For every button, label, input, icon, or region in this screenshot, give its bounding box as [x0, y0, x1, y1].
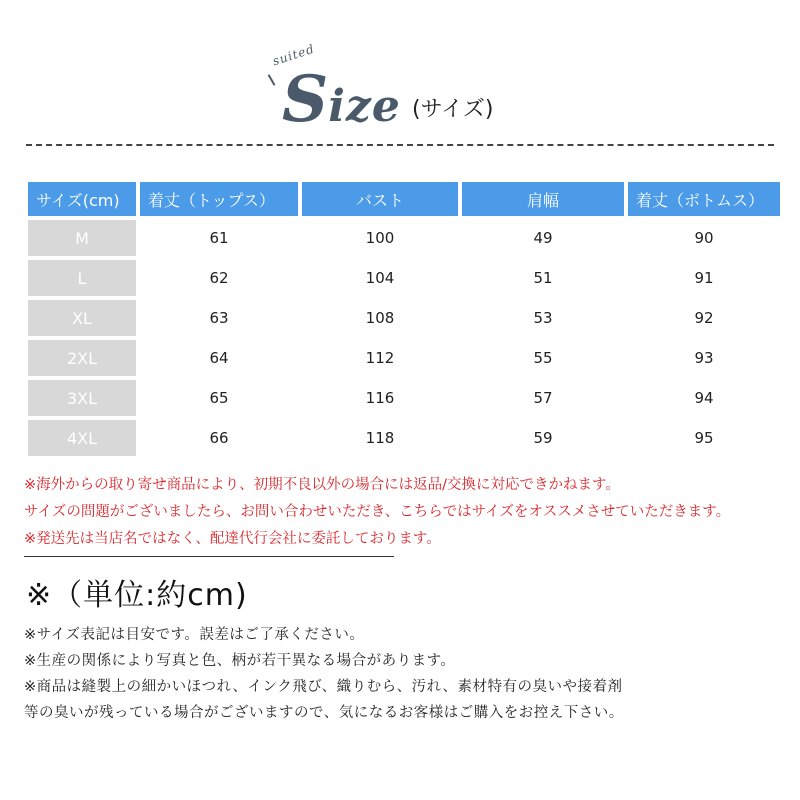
length-top-cell: 64	[209, 349, 229, 367]
length-bottom-cell: 93	[694, 349, 714, 367]
note-line: 等の臭いが残っている場合がございますので、気になるお客様はご購入をお控え下さい。	[24, 705, 624, 721]
length-bottom-cell: 91	[694, 269, 714, 287]
table-row	[28, 220, 780, 256]
note-line: ※生産の関係により写真と色、柄が若干異なる場合があります。	[24, 653, 456, 669]
size-label: L	[28, 260, 136, 296]
bust-cell: 112	[365, 349, 395, 367]
header-length-top: 着丈（トップス）	[140, 182, 298, 216]
logo-word	[282, 62, 401, 137]
logo-letters-ize: ize	[328, 81, 401, 132]
size-table-header-row	[28, 182, 780, 216]
bust-cell: 118	[365, 429, 395, 447]
size-label: M	[28, 220, 136, 256]
logo-tick-mark	[268, 70, 283, 85]
notice-line: ※発送先は当店名ではなく、配達代行会社に委託しております。	[24, 531, 441, 547]
logo-letter-s: S	[282, 62, 329, 137]
logo-arc-text: suited	[270, 41, 317, 69]
disclaimer-notes	[24, 622, 624, 726]
length-top-cell: 63	[209, 309, 229, 327]
header-size: サイズ(cm)	[28, 182, 136, 216]
shoulder-cell: 59	[533, 429, 553, 447]
shoulder-cell: 57	[533, 389, 553, 407]
size-table	[24, 178, 784, 460]
table-row	[28, 380, 780, 416]
shoulder-cell: 55	[533, 349, 553, 367]
size-label: XL	[28, 300, 136, 336]
notice-line: ※海外からの取り寄せ商品により、初期不良以外の場合には返品/交換に対応できかねます。	[24, 477, 620, 493]
length-top-cell: 65	[209, 389, 229, 407]
header-shoulder: 肩幅	[462, 182, 624, 216]
table-row	[28, 420, 780, 456]
length-top-cell: 66	[209, 429, 229, 447]
table-row	[28, 340, 780, 376]
table-row	[28, 260, 780, 296]
notice-underline	[24, 556, 394, 557]
table-row	[28, 300, 780, 336]
note-line: ※商品は縫製上の細かいほつれ、インク飛び、織りむら、汚れ、素材特有の臭いや接着剤	[24, 679, 623, 695]
unit-heading: ※（単位:約cm)	[26, 578, 248, 613]
length-bottom-cell: 94	[694, 389, 714, 407]
logo-subtitle: (サイズ)	[412, 97, 494, 122]
shoulder-cell: 53	[533, 309, 553, 327]
header-bust: バスト	[302, 182, 458, 216]
shoulder-cell: 51	[533, 269, 553, 287]
length-top-cell: 62	[209, 269, 229, 287]
header-length-bottom: 着丈（ボトムス）	[628, 182, 780, 216]
bust-cell: 104	[365, 269, 395, 287]
length-bottom-cell: 92	[694, 309, 714, 327]
length-top-cell: 61	[209, 229, 229, 247]
size-label: 2XL	[28, 340, 136, 376]
bust-cell: 116	[365, 389, 395, 407]
bust-cell: 100	[365, 229, 395, 247]
length-bottom-cell: 90	[694, 229, 714, 247]
notice-line: サイズの問題がございましたら、お問い合わせいただき、こちらではサイズをオススメさせていただきます。	[24, 504, 731, 520]
bust-cell: 108	[365, 309, 395, 327]
size-label: 4XL	[28, 420, 136, 456]
dashed-divider	[26, 144, 774, 146]
size-logo	[262, 41, 522, 138]
shoulder-cell: 49	[533, 229, 553, 247]
length-bottom-cell: 95	[694, 429, 714, 447]
import-notice	[24, 472, 730, 553]
size-label: 3XL	[28, 380, 136, 416]
note-line: ※サイズ表記は目安です。誤差はご了承ください。	[24, 627, 365, 643]
